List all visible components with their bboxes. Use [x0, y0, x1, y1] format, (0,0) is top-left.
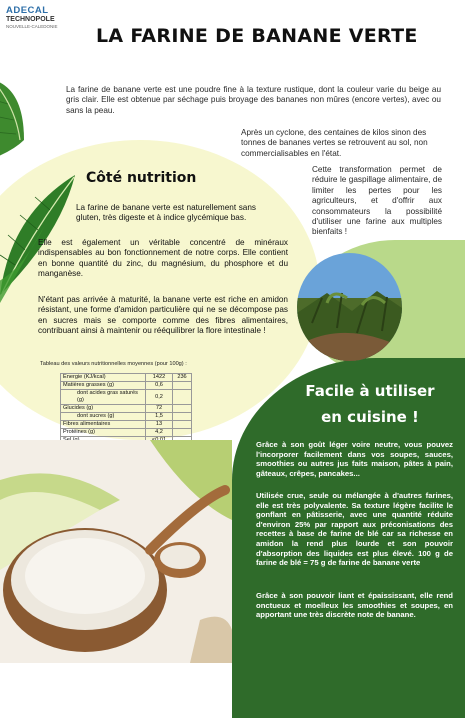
table-row-label: dont sucres (g) — [61, 413, 146, 421]
table-row — [61, 390, 192, 405]
table-row — [61, 429, 192, 437]
cyclone-text: Après un cyclone, des centaines de kilos sinon des tonnes de bananes vertes se retrouvent au sol, non commercialisables en l'état. — [241, 128, 428, 158]
nutrition-heading: Côté nutrition — [86, 170, 197, 186]
table-row-value — [173, 421, 192, 429]
adecal-logo — [6, 6, 68, 30]
nutrition-p2: Elle est également un véritable concentré de minéraux indispensables au bon fonctionnement de notre corps. Elle contient en bonne quantité du zinc, du magnésium, du phosphore et du manganèse. — [38, 238, 288, 279]
table-row-value — [173, 413, 192, 421]
table-row-value — [173, 405, 192, 413]
nutrition-p3: N'étant pas arrivée à maturité, la banane verte est riche en amidon résistant, une forme d'amidon particulière qui ne se décompose pas en sucres mais se comporte comme des fibres alimentaires, contribuant ainsi à maintenir ou rééquilibrer la flore intestinale ! — [38, 295, 288, 336]
table-row-label: Energie (KJ/kcal) — [61, 374, 146, 382]
logo-sub: TECHNOPOLE — [6, 16, 55, 23]
table-row — [61, 374, 192, 382]
cuisine-p2: Utilisée crue, seule ou mélangée à d'autres farines, elle est très polyvalente. Sa texture légère facilite le gonflant en pâtisserie, avec une quantité réduite d'environ 25% par rapport aux préconisations des recettes à base de farine de blé car sa richesse en amidon la rend plus lourde et son pouvoir d'absorption des liquides est plus élevé. 100 g de farine de blé = 75 g de farine de banane verte — [256, 491, 453, 568]
table-row-value — [173, 382, 192, 390]
transformation-text: Cette transformation permet de réduire le gaspillage alimentaire, de limiter les pertes pour les agriculteurs, et d'offrir aux consommateurs la possibilité d'utiliser une farine aux multiples bienfaits ! — [312, 165, 442, 237]
cuisine-heading-line1: Facile à utiliser — [305, 382, 435, 400]
cuisine-heading-line2: en cuisine ! — [321, 408, 419, 426]
table-row — [61, 413, 192, 421]
table-row — [61, 421, 192, 429]
cuisine-p1: Grâce à son goût léger voire neutre, vous pouvez l'incorporer facilement dans vos soupes, sauces, smoothies ou autres jus faits maison, pâtes à pain, gâteaux, crêpes, pancakes... — [256, 440, 453, 478]
table-row — [61, 382, 192, 390]
table-row-value — [173, 390, 192, 405]
page-title: LA FARINE DE BANANE VERTE — [96, 25, 418, 47]
banana-leaf-large-icon — [0, 165, 80, 305]
table-row-label: Protéines (g) — [61, 429, 146, 437]
table-row-value: 0,6 — [146, 382, 173, 390]
banana-leaf-icon — [0, 70, 30, 160]
logo-brand: ADECAL — [6, 5, 49, 16]
cuisine-p3: Grâce à son pouvoir liant et épaississant, elle rend onctueux et moelleux les smoothies et soupes, en apportant une très discrète note de banane. — [256, 591, 453, 620]
intro-text: La farine de banane verte est une poudre fine à la texture rustique, dont la couleur varie du beige au gris clair. Elle est obtenue par séchage puis broyage des bananes non mûres (encore vertes), avec ou sans la peau. — [66, 85, 441, 115]
table-row-value: 72 — [146, 405, 173, 413]
banana-plantation-photo — [297, 253, 402, 361]
nutrition-p1: La farine de banane verte est naturellement sans gluten, très digeste et à indice glycémique bas. — [76, 203, 256, 223]
table-row-value: 1422 — [146, 374, 173, 382]
table-row-label: Fibres alimentaires — [61, 421, 146, 429]
table-row-label: Glucides (g) — [61, 405, 146, 413]
table-row-label: Matières grasses (g) — [61, 382, 146, 390]
nutrition-table — [60, 373, 192, 445]
logo-region: NOUVELLE-CALEDONIE — [6, 24, 58, 29]
table-row-value: 1,5 — [146, 413, 173, 421]
table-row-value: 13 — [146, 421, 173, 429]
table-caption: Tableau des valeurs nutritionnelles moyennes (pour 100g) : — [40, 361, 187, 367]
table-row — [61, 405, 192, 413]
flour-bowl-photo — [0, 440, 232, 663]
table-row-value: 0,2 — [146, 390, 173, 405]
table-row-value: 4,2 — [146, 429, 173, 437]
table-row-label: dont acides gras saturés (g) — [61, 390, 146, 405]
table-row-value: 236 — [173, 374, 192, 382]
table-row-value — [173, 429, 192, 437]
